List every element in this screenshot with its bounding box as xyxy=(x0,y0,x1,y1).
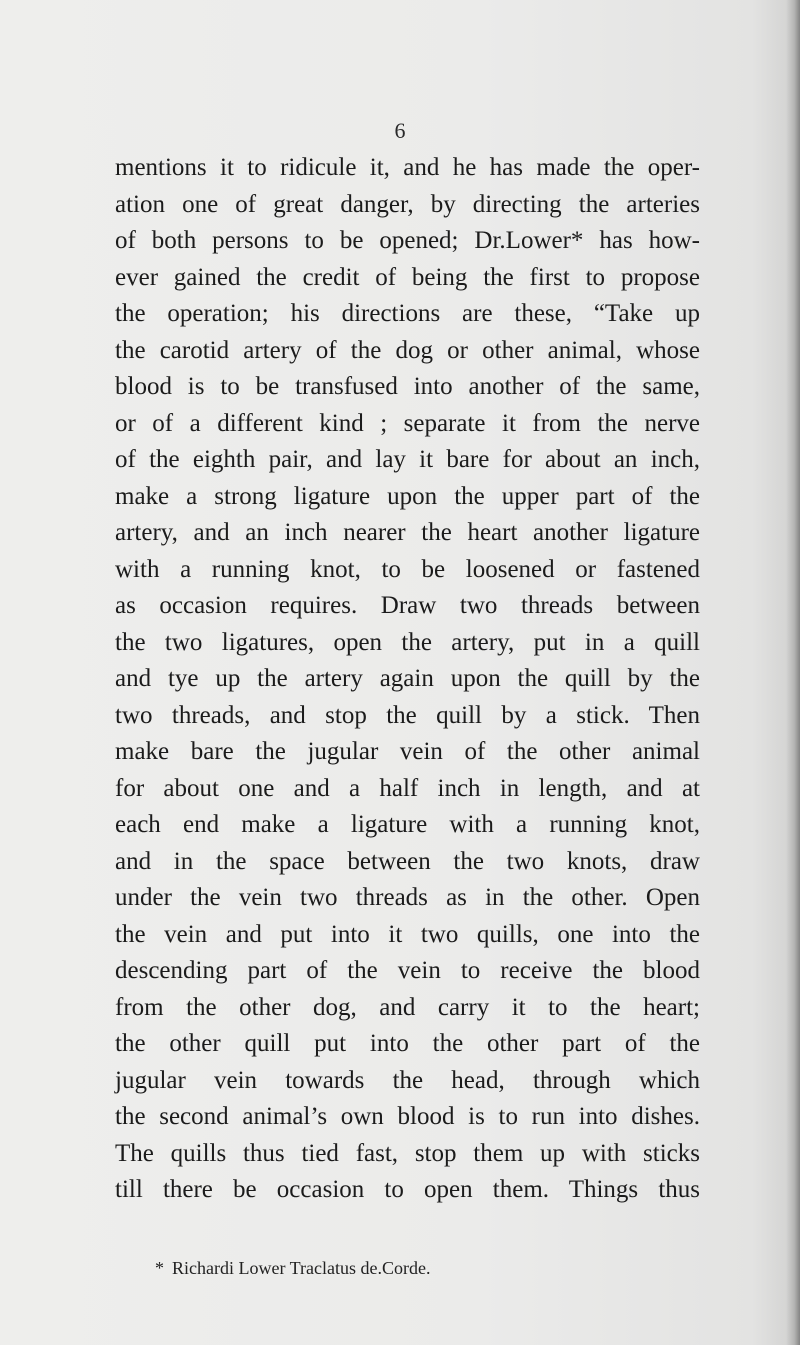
text-line: ation one of great danger, by directing the arteries xyxy=(115,190,700,218)
text-line: and tye up the artery again upon the quill by the xyxy=(115,665,700,692)
text-line: each end make a ligature with a running knot, xyxy=(115,811,700,838)
text-line: and in the space between the two knots, draw xyxy=(115,847,700,875)
text-line: jugular vein towards the head, through which xyxy=(115,1066,700,1094)
footnote-mark: * xyxy=(155,1258,164,1278)
text-line: under the vein two threads as in the other. Open xyxy=(115,884,700,911)
text-line: The quills thus tied fast, stop them up with sticks xyxy=(115,1139,700,1167)
body-text xyxy=(115,150,700,1209)
text-line: the other quill put into the other part of the xyxy=(115,1030,700,1057)
text-line: ever gained the credit of being the first to propose xyxy=(115,263,700,291)
text-line: of the eighth pair, and lay it bare for about an inch, xyxy=(115,446,700,473)
text-line: the operation; his directions are these, “Take up xyxy=(115,300,700,327)
text-line: or of a different kind ; separate it from the nerve xyxy=(115,409,700,437)
text-line: as occasion requires. Draw two threads between xyxy=(115,592,700,619)
text-line: till there be occasion to open them. Things thus xyxy=(115,1176,700,1203)
text-line: blood is to be transfused into another of the same, xyxy=(115,373,700,400)
text-line: make a strong ligature upon the upper part of the xyxy=(115,482,700,510)
text-line: make bare the jugular vein of the other animal xyxy=(115,738,700,765)
footnote xyxy=(155,1258,755,1279)
footnote-text: Richardi Lower Traclatus de.Corde. xyxy=(172,1258,431,1278)
text-line: with a running knot, to be loosened or fastened xyxy=(115,555,700,583)
text-line: artery, and an inch nearer the heart another ligature xyxy=(115,519,700,546)
page-edge-shadow xyxy=(786,0,800,1345)
text-line: mentions it to ridicule it, and he has made the oper- xyxy=(115,154,700,181)
text-line: of both persons to be opened; Dr.Lower* has how- xyxy=(115,227,700,254)
text-line: from the other dog, and carry it to the heart; xyxy=(115,993,700,1021)
text-line: the two ligatures, open the artery, put in a quill xyxy=(115,628,700,656)
page-number: 6 xyxy=(394,118,406,143)
text-line: descending part of the vein to receive the blood xyxy=(115,957,700,984)
text-line: two threads, and stop the quill by a stick. Then xyxy=(115,701,700,729)
text-line: for about one and a half inch in length, and at xyxy=(115,774,700,802)
text-line: the second animal’s own blood is to run into dishes. xyxy=(115,1103,700,1130)
text-line: the vein and put into it two quills, one into the xyxy=(115,920,700,948)
text-line: the carotid artery of the dog or other animal, whose xyxy=(115,336,700,364)
